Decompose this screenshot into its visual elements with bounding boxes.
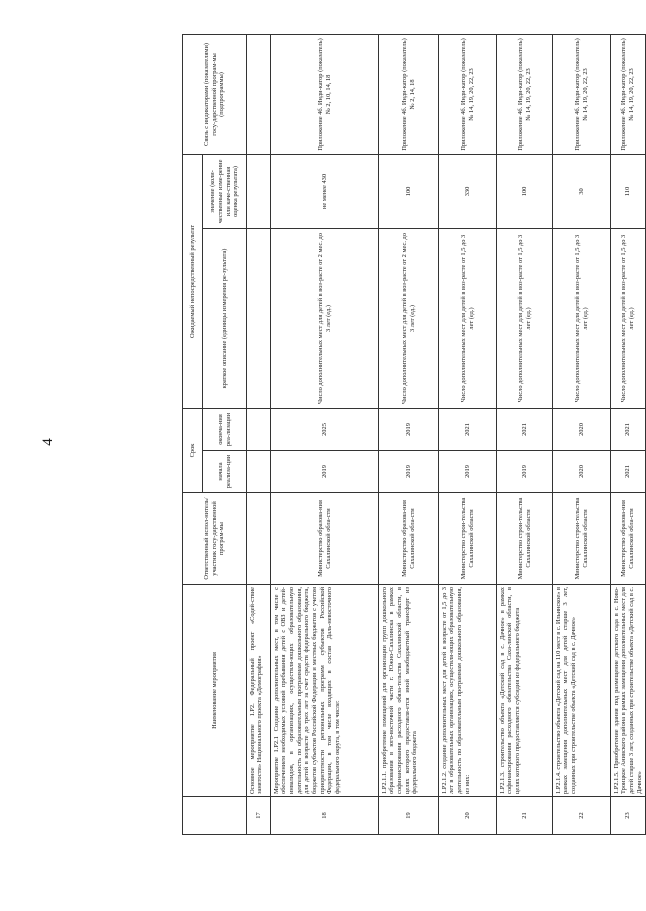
row-end [247,408,271,450]
row-responsible: Министерство строи-тельства Сахалинской области [553,493,611,585]
row-end: 2021 [497,408,553,450]
header-result-desc: краткое описание (единицы измерения ре-зультата) [203,228,247,408]
row-responsible: Министерство образова-ния Сахалинской обла-сти [611,493,646,585]
row-desc: Число дополнительных мест для детей в воз-расте от 1,5 до 3 лет (ед.) [553,228,611,408]
program-activities-table [182,34,646,835]
header-term: Срок [183,408,203,492]
row-responsible: Министерство строи-тельства Сахалинской области [497,493,553,585]
table-row [553,34,611,834]
row-value: 100 [379,154,439,228]
row-name: Мероприятие 1.Р2.1 Создание дополнительных мест, в том числе с обеспечением необходимых условий пребывания детей с ОВЗ и детей-инвалидов, в организациях, осуществля-ющих образовательную деятельность по образовательным программам дошкольного образования, для детей в возрасте до трех лет за счет средств федерального бюджета, бюджетов субъектов Российской Федерации и местных бюджетов с учетом приоритетности региональных программ субъектов Российской Федерации, в том числе входящих в состав Даль-невосточного федерального округа, в том числе: [271,585,379,797]
row-responsible: Министерство строи-тельства Сахалинской области [439,493,497,585]
row-link: Приложение 4б. Инди-катор (показатель) № 14, 19, 20, 22, 23 [611,34,646,154]
row-name: 1.Р2.1.5. Приобретение здания под размещение детского сада в с. Ново-Троицкое Анивского района в рамках замещения дополнительных мест для детей старше 3 лет, созданных при строительстве объекта «Детский сад в с. Дачное» [611,585,646,797]
row-value: не менее 430 [271,154,379,228]
row-value [247,154,271,228]
row-link: Приложение 4б. Инди-катор (показатель) № 2, 14, 18 [379,34,439,154]
row-link: Приложение 4б. Инди-катор (показатель) № 14, 19, 20, 22, 23 [439,34,497,154]
row-end: 2019 [379,408,439,450]
table-row [497,34,553,834]
header-result: Ожидаемый непосредственный результат [183,154,203,408]
row-desc [247,228,271,408]
row-desc: Число дополнительных мест для детей в воз-расте от 1,5 до 3 лет (ед.) [611,228,646,408]
row-link: Приложение 4б. Инди-катор (показатель) № 2, 10, 14, 18 [271,34,379,154]
table-row [611,34,646,834]
row-name: Основное мероприятие 1.Р2. Федеральный проект «Содей-ствие занятости» Национального проекта «Демография» [247,585,271,797]
row-num: 22 [553,797,611,835]
row-num: 18 [271,797,379,835]
row-responsible: Министерство образова-ния Сахалинской обла-сти [271,493,379,585]
header-name: Наименование мероприятия [183,585,247,797]
table-row [247,34,271,834]
row-start: 2019 [439,451,497,493]
row-link: Приложение 4б. Инди-катор (показатель) № 14, 19, 20, 22, 23 [497,34,553,154]
row-desc: Число дополнительных мест для детей в воз-расте от 1,5 до 3 лет (ед.) [439,228,497,408]
row-desc: Число дополнительных мест для детей в воз-расте от 1,5 до 3 лет (ед.) [497,228,553,408]
row-num: 20 [439,797,497,835]
table-row [271,34,379,834]
row-end: 2020 [553,408,611,450]
rotated-table-sheet [182,35,644,835]
page-number: 4 [40,438,56,446]
row-desc: Число дополнительных мест для детей в воз-расте от 2 мес. до 3 лет (ед.) [379,228,439,408]
row-num: 21 [497,797,553,835]
row-link [247,34,271,154]
row-start [247,451,271,493]
row-num: 19 [379,797,439,835]
row-num: 17 [247,797,271,835]
row-name: 1.Р2.1.3. строительство объекта «Детский сад в с. Дачное» в рамках софинансирования расходного обязательства Саха-линской области, в целях которого предоставляется субсидия из федерального бюджета [497,585,553,797]
header-term-end: оконча-ния реа-лизации [203,408,247,450]
header-responsible: Ответственный испол-нитель/участник госу-дарственной програм-мы [183,493,247,585]
table-row [379,34,439,834]
row-value: 110 [611,154,646,228]
row-link: Приложение 4б. Инди-катор (показатель) № 14, 19, 20, 22, 23 [553,34,611,154]
row-end: 2025 [271,408,379,450]
row-end: 2021 [611,408,646,450]
header-num [183,797,247,835]
row-desc: Число дополнительных мест для детей в воз-расте от 2 мес. до 3 лет (ед.) [271,228,379,408]
header-term-start: начала реализа-ции [203,451,247,493]
row-value: 330 [439,154,497,228]
row-name: 1.Р2.1.1. приобретение помещений для организации групп дошкольного образования в юго-восточной части г. Южно-Сахалинска в рамках софинансирования расходного обяза-тельства Сахалинской области, в целях которого предоставля-ется иной межбюджетный трансферт из федерального бюджета [379,585,439,797]
row-start: 2019 [497,451,553,493]
row-value: 30 [553,154,611,228]
row-end: 2021 [439,408,497,450]
header-indicator-link: Связь с индикаторами (показателями) госу-дарственной програм-мы (подпрограммы) [183,34,247,154]
table-row [439,34,497,834]
header-result-value: значение (коли-чественные изме-рение или каче-ственная оценка результата) [203,154,247,228]
row-name: 1.Р2.1.2. создание дополнительных мест для детей в возрасте от 1,5 до 3 лет в образовательных организациях, осуществля-ющих образовательную деятельность по образовательным программам дошкольного образования, из них: [439,585,497,797]
row-start: 2020 [553,451,611,493]
row-responsible [247,493,271,585]
row-start: 2019 [271,451,379,493]
row-responsible: Министерство образова-ния Сахалинской обла-сти [379,493,439,585]
row-value: 100 [497,154,553,228]
row-name: 1.Р2.1.4. строительство объекта «Детский сад на 110 мест в с. Ильинское» в рамках замещения дополнительных мест для детей старше 3 лет, созданных при строительстве объекта «Детский сад в с. Дачное» [553,585,611,797]
row-num: 23 [611,797,646,835]
row-start: 2021 [611,451,646,493]
row-start: 2019 [379,451,439,493]
